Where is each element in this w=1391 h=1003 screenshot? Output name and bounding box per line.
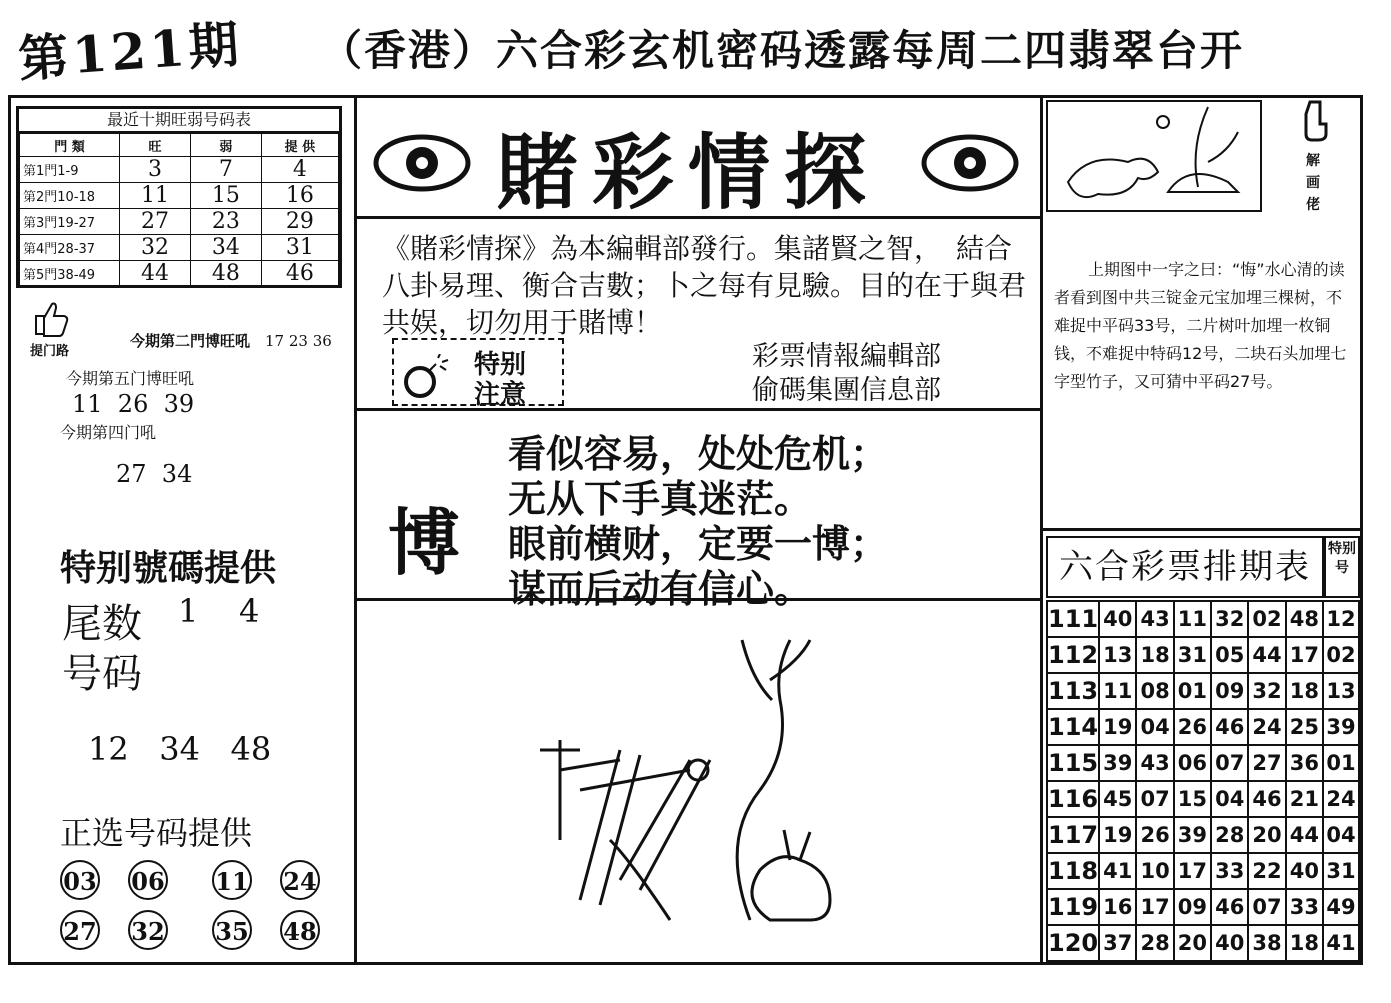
- cell-weak: 15: [190, 183, 261, 209]
- number-cell: 26: [1174, 709, 1211, 745]
- number-cell: 01: [1174, 673, 1211, 709]
- row-label: 第3門19-27: [20, 209, 120, 235]
- cell-weak: 7: [190, 157, 261, 183]
- table-header: 旺: [120, 134, 191, 157]
- issue-cell: 114: [1047, 709, 1099, 745]
- poem-line: 眼前横财，定要一博；: [508, 522, 889, 566]
- number-cell: 43: [1136, 601, 1173, 637]
- number-cell: 46: [1248, 781, 1285, 817]
- table-caption: 最近十期旺弱号码表: [19, 109, 339, 133]
- section-title: 賭彩情探: [496, 125, 881, 221]
- special-number-cell: 02: [1323, 637, 1359, 673]
- issue-cell: 116: [1047, 781, 1099, 817]
- number-cell: 10: [1136, 853, 1173, 889]
- number-cell: 27: [1248, 745, 1285, 781]
- issue-cell: 117: [1047, 817, 1099, 853]
- tail-label: 尾数: [62, 601, 142, 647]
- pick-number: 35: [212, 910, 252, 950]
- number-cell: 04: [1136, 709, 1173, 745]
- side-label: 解 画 佬: [1306, 153, 1320, 213]
- issue-cell: 111: [1047, 601, 1099, 637]
- cell-hot: 44: [120, 261, 191, 287]
- riddle-illustration: [520, 620, 860, 930]
- cell-hot: 32: [120, 235, 191, 261]
- number-cell: 37: [1099, 925, 1136, 961]
- table-row: [20, 235, 339, 261]
- number-cell: 41: [1099, 853, 1136, 889]
- note-line3-label: 今期第四门吼: [60, 423, 157, 442]
- schedule-title: 六合彩票排期表: [1046, 536, 1324, 598]
- number-cell: 15: [1174, 781, 1211, 817]
- number-cell: 24: [1248, 709, 1285, 745]
- table-header: 弱: [190, 134, 261, 157]
- note-line2-numbers: 11 26 39: [72, 390, 195, 418]
- row-label: 第2門10-18: [20, 183, 120, 209]
- number-cell: 20: [1248, 817, 1285, 853]
- cell-weak: 23: [190, 209, 261, 235]
- issue-cell: 113: [1047, 673, 1099, 709]
- poem-line: 无从下手真迷茫。: [508, 477, 813, 521]
- number-cell: 17: [1286, 637, 1323, 673]
- number-cell: 19: [1099, 709, 1136, 745]
- cell-provide: 4: [261, 157, 338, 183]
- code-numbers: 12 34 48: [88, 730, 272, 768]
- issue-number: 第121期: [16, 14, 245, 89]
- number-cell: 40: [1211, 925, 1248, 961]
- special-number-cell: 39: [1323, 709, 1359, 745]
- recent-numbers-table: [16, 106, 342, 288]
- note-line3-numbers: 27 34: [116, 460, 193, 488]
- table-row: [1047, 745, 1359, 781]
- table-row: [1047, 673, 1359, 709]
- pick-number: 06: [128, 860, 168, 900]
- table-header: 提 供: [261, 134, 338, 157]
- cell-hot: 11: [120, 183, 191, 209]
- number-cell: 09: [1174, 889, 1211, 925]
- number-cell: 19: [1099, 817, 1136, 853]
- number-cell: 20: [1174, 925, 1211, 961]
- poem-line: 看似容易，处处危机；: [508, 432, 889, 476]
- special-number-cell: 13: [1323, 673, 1359, 709]
- number-cell: 39: [1099, 745, 1136, 781]
- table-row: [20, 261, 339, 287]
- note-line1-label: 今期第二門博旺吼: [130, 332, 251, 350]
- pick-number: 32: [128, 910, 168, 950]
- signature-1: 彩票情報編輯部: [752, 341, 941, 372]
- number-cell: 33: [1286, 889, 1323, 925]
- number-cell: 06: [1174, 745, 1211, 781]
- divider-right-1: [1040, 528, 1362, 531]
- row-label: 第4門28-37: [20, 235, 120, 261]
- cell-provide: 31: [261, 235, 338, 261]
- divider-mid-2: [354, 408, 1042, 411]
- riddle-image-box: [1046, 100, 1262, 212]
- tail-numbers: 1 4: [178, 592, 260, 630]
- picks-title: 正选号码提供: [60, 814, 253, 852]
- number-cell: 09: [1211, 673, 1248, 709]
- big-character: 博: [388, 500, 461, 585]
- table-row: [1047, 709, 1359, 745]
- pick-number: 11: [212, 860, 252, 900]
- notice-line1: 特别: [474, 350, 527, 380]
- number-cell: 43: [1136, 745, 1173, 781]
- monkey-plant-illustration: [1048, 102, 1260, 210]
- number-cell: 36: [1286, 745, 1323, 781]
- number-cell: 11: [1099, 673, 1136, 709]
- issue-cell: 115: [1047, 745, 1099, 781]
- special-number-cell: 24: [1323, 781, 1359, 817]
- cell-hot: 3: [120, 157, 191, 183]
- number-cell: 32: [1211, 601, 1248, 637]
- number-cell: 44: [1286, 817, 1323, 853]
- table-header: 門 類: [20, 134, 120, 157]
- number-cell: 18: [1286, 673, 1323, 709]
- issue-cell: 120: [1047, 925, 1099, 961]
- number-cell: 05: [1211, 637, 1248, 673]
- number-cell: 22: [1248, 853, 1285, 889]
- number-cell: 40: [1099, 601, 1136, 637]
- page-title: （香港）六合彩玄机密码透露每周二四翡翠台开: [320, 26, 1245, 75]
- code-label: 号码: [62, 651, 142, 697]
- number-cell: 46: [1211, 889, 1248, 925]
- number-cell: 38: [1248, 925, 1285, 961]
- cell-weak: 48: [190, 261, 261, 287]
- special-number-cell: 01: [1323, 745, 1359, 781]
- number-cell: 04: [1211, 781, 1248, 817]
- issue-cell: 112: [1047, 637, 1099, 673]
- table-row: [20, 183, 339, 209]
- number-cell: 40: [1286, 853, 1323, 889]
- special-number-cell: 41: [1323, 925, 1359, 961]
- number-cell: 11: [1174, 601, 1211, 637]
- pick-number: 24: [280, 860, 320, 900]
- notice-box: [392, 338, 564, 410]
- table-row: [1047, 889, 1359, 925]
- note-line2-label: 今期第五门博旺吼: [66, 369, 195, 388]
- pointing-hand-icon: [1300, 100, 1330, 142]
- issue-cell: 118: [1047, 853, 1099, 889]
- poem: [508, 432, 888, 612]
- schedule-table: [1046, 600, 1360, 962]
- pick-number: 27: [60, 910, 100, 950]
- number-cell: 33: [1211, 853, 1248, 889]
- bomb-icon: [400, 354, 450, 400]
- riddle-explanation: 上期图中一字之曰：“悔”水心清的读者看到图中共三锭金元宝加埋三棵树，不难捉中平码33号，二片树叶加埋一枚铜钱，不难捉中特码12号，二块石头加埋七字型竹子，又可猜中平码27号。: [1054, 260, 1347, 391]
- number-cell: 28: [1211, 817, 1248, 853]
- table-row: [1047, 637, 1359, 673]
- table-row: [1047, 853, 1359, 889]
- row-label: 第5門38-49: [20, 261, 120, 287]
- cell-provide: 29: [261, 209, 338, 235]
- note-line1-numbers: 17 23 36: [265, 332, 332, 350]
- eye-icon: [920, 130, 1020, 196]
- poem-line: 谋而后动有信心。: [508, 567, 813, 611]
- number-cell: 07: [1211, 745, 1248, 781]
- signature-2: 偷碼集團信息部: [752, 375, 941, 406]
- divider-left: [354, 95, 357, 965]
- table-row: [1047, 601, 1359, 637]
- eye-icon: [372, 130, 472, 196]
- special-title: 特别號碼提供: [60, 548, 277, 589]
- number-cell: 02: [1248, 601, 1285, 637]
- number-cell: 45: [1099, 781, 1136, 817]
- number-cell: 44: [1248, 637, 1285, 673]
- number-cell: 28: [1136, 925, 1173, 961]
- pick-number: 03: [60, 860, 100, 900]
- number-cell: 25: [1286, 709, 1323, 745]
- pick-number: 48: [280, 910, 320, 950]
- number-cell: 07: [1136, 781, 1173, 817]
- number-cell: 17: [1174, 853, 1211, 889]
- number-cell: 07: [1248, 889, 1285, 925]
- issue-cell: 119: [1047, 889, 1099, 925]
- number-cell: 32: [1248, 673, 1285, 709]
- cell-hot: 27: [120, 209, 191, 235]
- table-row: [1047, 781, 1359, 817]
- table-row: [1047, 925, 1359, 961]
- special-column-header: 特别号: [1324, 536, 1360, 598]
- number-cell: 16: [1099, 889, 1136, 925]
- special-number-cell: 04: [1323, 817, 1359, 853]
- thumbs-up-icon: [30, 298, 70, 338]
- special-number-cell: 12: [1323, 601, 1359, 637]
- number-cell: 13: [1099, 637, 1136, 673]
- special-number-cell: 49: [1323, 889, 1359, 925]
- number-cell: 39: [1174, 817, 1211, 853]
- number-cell: 08: [1136, 673, 1173, 709]
- cell-provide: 46: [261, 261, 338, 287]
- number-cell: 18: [1286, 925, 1323, 961]
- hint-label: 提门路: [30, 344, 70, 359]
- cell-weak: 34: [190, 235, 261, 261]
- number-cell: 18: [1136, 637, 1173, 673]
- cell-provide: 16: [261, 183, 338, 209]
- number-cell: 48: [1286, 601, 1323, 637]
- table-row: [20, 157, 339, 183]
- intro-paragraph: 《賭彩情探》為本編輯部發行。集諸賢之智， 結合八卦易理、衡合吉數；卜之每有見驗。目的在于與君共娱，切勿用于賭博！: [382, 232, 1027, 339]
- special-number-cell: 31: [1323, 853, 1359, 889]
- number-cell: 26: [1136, 817, 1173, 853]
- notice-line2: 注意: [474, 380, 527, 410]
- table-row: [1047, 817, 1359, 853]
- number-cell: 21: [1286, 781, 1323, 817]
- number-cell: 46: [1211, 709, 1248, 745]
- number-cell: 31: [1174, 637, 1211, 673]
- table-row: [20, 209, 339, 235]
- row-label: 第1門1-9: [20, 157, 120, 183]
- number-cell: 17: [1136, 889, 1173, 925]
